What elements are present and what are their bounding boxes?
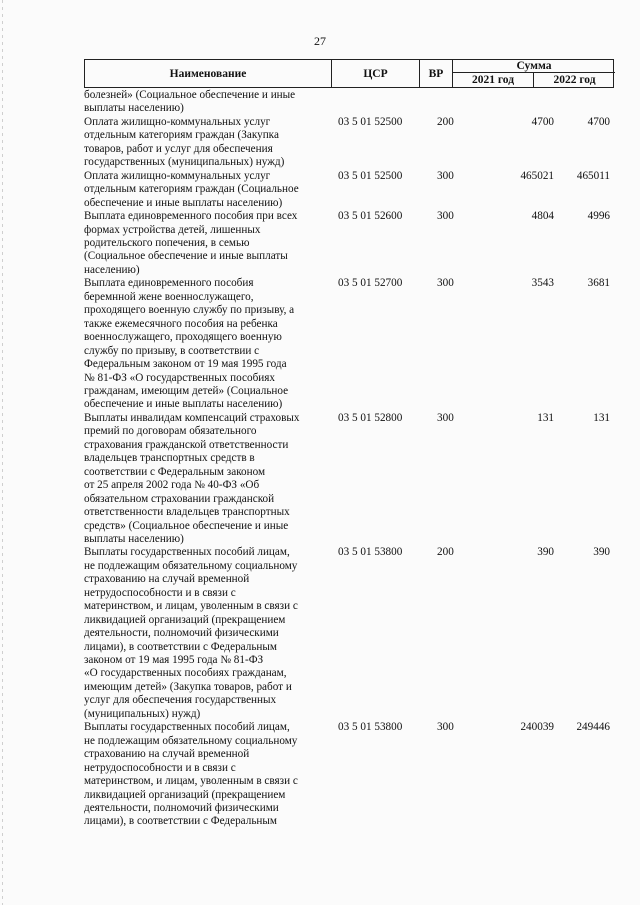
row-value-2021	[474, 89, 554, 116]
row-vr: 300	[437, 277, 454, 290]
row-value-2022: 465011	[576, 169, 610, 182]
header-csr: ЦСР	[332, 60, 420, 87]
row-vr: 300	[437, 721, 454, 734]
table-row	[84, 546, 614, 721]
row-value-2022: 4700	[587, 115, 610, 128]
page-number: 27	[314, 34, 326, 48]
row-name: Выплаты государственных пособий лицам, не подлежащим обязательному социальному страхованию на случай временной нетрудоспособности и в связи с материнством, и лицам, уволенным в связи с ликвидацией организаций (прекращением деятельности, полномочий физическими лицами), в соответствии с Федеральным законом от 19 мая 1995 года № 81-ФЗ «О государственных пособиях гражданам, имеющим детей» (Закупка товаров, работ и услуг для обеспечения государственных (муниципальных) нужд)	[84, 546, 298, 720]
row-value-2021: 3543	[531, 277, 554, 290]
row-name: Выплата единовременного пособия при всех формах устройства детей, лишенных родительского попечения, в семью (Социальное обеспечение и иные выплаты населению)	[84, 210, 298, 276]
row-value-2022: 390	[593, 546, 610, 559]
row-vr: 200	[437, 115, 454, 128]
row-value-2021: 131	[537, 411, 554, 424]
row-csr: 03 5 01 53800	[338, 546, 403, 559]
table-row	[84, 277, 614, 412]
scan-edge-mark	[2, 0, 3, 905]
row-vr: 300	[437, 411, 454, 424]
row-value-2021: 465021	[520, 169, 554, 182]
row-value-2021: 240039	[520, 721, 554, 734]
table-header	[84, 59, 614, 88]
row-name: Выплаты инвалидам компенсаций страховых премий по договорам обязательного страхования гражданской ответственности владельцев транспортных средств в соответствии с Федеральным законом от 25 апреля 2002 года № 40-ФЗ «Об обязательном страховании гражданской ответственности владельцев транспортных средств» (Социальное обеспечение и иные выплаты населению)	[84, 411, 300, 545]
row-csr: 03 5 01 52800	[338, 411, 403, 424]
row-name: болезней» (Социальное обеспечение и иные выплаты населению)	[84, 89, 296, 115]
row-name: Выплаты государственных пособий лицам, не подлежащим обязательному социальному страхованию на случай временной нетрудоспособности и в связи с материнством, и лицам, уволенным в связи с ликвидацией организаций (прекращением деятельности, полномочий физическими лицами), в соответствии с Федеральным	[84, 721, 298, 828]
table-row	[84, 210, 614, 277]
table-row	[84, 89, 614, 116]
header-year-2022: 2022 год	[553, 74, 596, 86]
row-csr	[332, 89, 434, 116]
table-row	[84, 721, 614, 829]
row-csr: 03 5 01 52600	[338, 210, 403, 223]
row-value-2022: 4996	[587, 210, 610, 223]
table-body	[84, 89, 614, 829]
header-vr: ВР	[420, 60, 453, 87]
row-value-2021: 4700	[531, 115, 554, 128]
row-value-2021: 4804	[531, 210, 554, 223]
row-value-2022: 131	[593, 411, 610, 424]
row-name: Оплата жилищно-коммунальных услуг отдельным категориям граждан (Социальное обеспечение и иные выплаты населению)	[84, 169, 299, 209]
header-sum: Сумма	[453, 60, 615, 73]
row-value-2022	[554, 89, 612, 116]
row-name: Оплата жилищно-коммунальных услуг отдельным категориям граждан (Закупка товаров, работ и услуг для обеспечения государственных (муниципальных) нужд)	[84, 115, 285, 169]
row-csr: 03 5 01 52700	[338, 277, 403, 290]
row-value-2022: 3681	[587, 277, 610, 290]
row-vr: 300	[437, 210, 454, 223]
row-name: Выплата единовременного пособия беремнной жене военнослужащего, проходящего военную службу по призыву, а также ежемесячного пособия на ребенка военнослужащего, проходящего военную службу по призыву, в соответствии с Федеральным законом от 19 мая 1995 года № 81-ФЗ «О государственных пособиях гражданам, имеющим детей» (Социальное обеспечение и иные выплаты населению)	[84, 277, 295, 411]
row-csr: 03 5 01 52500	[338, 115, 403, 128]
table-row	[84, 170, 614, 210]
table-row	[84, 412, 614, 547]
row-vr: 200	[437, 546, 454, 559]
row-vr: 300	[437, 169, 454, 182]
row-value-2021: 390	[537, 546, 554, 559]
header-year-2021: 2021 год	[453, 73, 534, 87]
row-csr: 03 5 01 52500	[338, 169, 403, 182]
row-value-2022: 249446	[576, 721, 610, 734]
row-vr	[434, 89, 474, 116]
table-row	[84, 116, 614, 170]
row-csr: 03 5 01 53800	[338, 721, 403, 734]
header-name: Наименование	[85, 60, 332, 87]
